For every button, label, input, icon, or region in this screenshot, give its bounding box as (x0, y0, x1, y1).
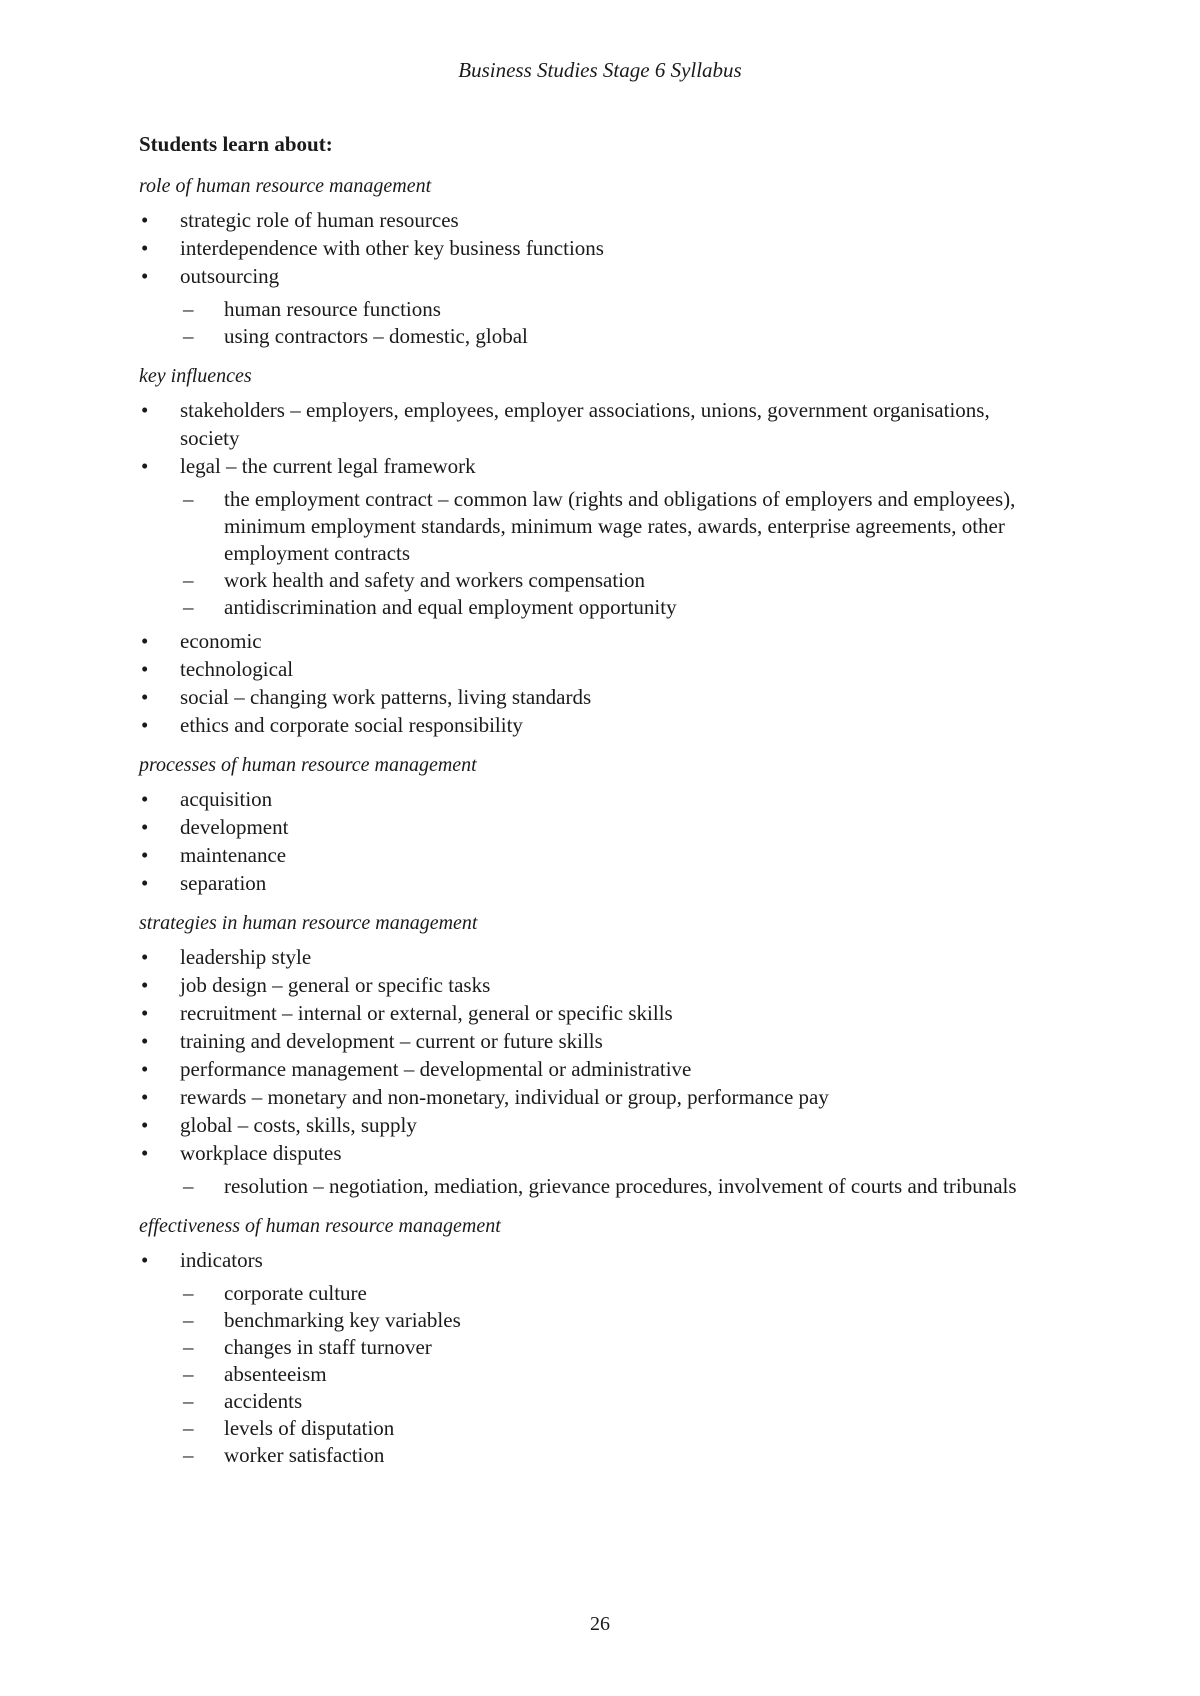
sub-item-text: worker satisfaction (224, 1443, 385, 1467)
sub-item (180, 1173, 1039, 1200)
dash-icon: – (183, 1362, 194, 1386)
sub-item (180, 1334, 1039, 1361)
dash-icon: – (183, 595, 194, 619)
bullet-item (139, 1055, 1039, 1083)
bullet-item (139, 1027, 1039, 1055)
bullet-icon: • (141, 843, 149, 867)
sub-item-text: human resource functions (224, 297, 441, 321)
sub-item (180, 486, 1039, 567)
bullet-text: leadership style (180, 945, 312, 969)
bullet-text: outsourcing (180, 264, 280, 288)
bullet-text: social – changing work patterns, living standards (180, 685, 592, 709)
sub-item (180, 594, 1039, 621)
dash-icon: – (183, 568, 194, 592)
bullet-icon: • (141, 815, 149, 839)
bullet-text: job design – general or specific tasks (180, 973, 491, 997)
sub-item-text: resolution – negotiation, mediation, grievance procedures, involvement of courts and tribunals (224, 1174, 1017, 1198)
bullet-text: global – costs, skills, supply (180, 1113, 417, 1137)
bullet-item (139, 655, 1039, 683)
bullet-text: maintenance (180, 843, 287, 867)
sub-item-text: levels of disputation (224, 1416, 395, 1440)
dash-icon: – (183, 1443, 194, 1467)
bullet-icon: • (141, 973, 149, 997)
section (139, 911, 1039, 1200)
bullet-item (139, 813, 1039, 841)
bullet-list (139, 785, 1039, 897)
bullet-item (139, 943, 1039, 971)
sub-item-text: benchmarking key variables (224, 1308, 461, 1332)
dash-icon: – (183, 1281, 194, 1305)
section-heading: key influences (139, 365, 252, 387)
bullet-icon: • (141, 685, 149, 709)
bullet-text: workplace disputes (180, 1141, 342, 1165)
section-heading: processes of human resource management (139, 754, 477, 776)
bullet-item (139, 711, 1039, 739)
bullet-item (139, 1111, 1039, 1139)
bullet-icon: • (141, 787, 149, 811)
sub-item-text: corporate culture (224, 1281, 367, 1305)
dash-icon: – (183, 487, 194, 511)
bullet-text: separation (180, 871, 267, 895)
sub-item (180, 1415, 1039, 1442)
section-heading: effectiveness of human resource management (139, 1215, 501, 1237)
sub-item (180, 323, 1039, 350)
bullet-icon: • (141, 629, 149, 653)
sub-item-text: changes in staff turnover (224, 1335, 432, 1359)
bullet-icon: • (141, 1029, 149, 1053)
dash-icon: – (183, 1335, 194, 1359)
bullet-item (139, 1083, 1039, 1111)
sub-item (180, 1307, 1039, 1334)
bullet-text: indicators (180, 1248, 263, 1272)
bullet-item (139, 971, 1039, 999)
sub-item-text: using contractors – domestic, global (224, 324, 528, 348)
bullet-icon: • (141, 1248, 149, 1272)
sub-item (180, 1442, 1039, 1469)
section (139, 364, 1039, 739)
sub-list (180, 1173, 1039, 1200)
bullet-text: legal – the current legal framework (180, 454, 476, 478)
intro-heading: Students learn about: (139, 132, 333, 156)
bullet-icon: • (141, 1001, 149, 1025)
bullet-item (139, 999, 1039, 1027)
section (139, 174, 1039, 350)
sub-item (180, 1361, 1039, 1388)
sections-container (139, 174, 1039, 1469)
dash-icon: – (183, 324, 194, 348)
bullet-list (139, 943, 1039, 1200)
bullet-item (139, 234, 1039, 262)
bullet-item (139, 683, 1039, 711)
bullet-icon: • (141, 398, 149, 422)
dash-icon: – (183, 297, 194, 321)
bullet-item (139, 841, 1039, 869)
bullet-text: acquisition (180, 787, 273, 811)
bullet-item (139, 452, 1039, 621)
bullet-icon: • (141, 1113, 149, 1137)
section-heading: role of human resource management (139, 175, 432, 197)
bullet-item (139, 869, 1039, 897)
bullet-item (139, 1246, 1039, 1469)
sub-item-text: work health and safety and workers compensation (224, 568, 646, 592)
bullet-text: ethics and corporate social responsibility (180, 713, 523, 737)
bullet-text: development (180, 815, 289, 839)
sub-item-text: antidiscrimination and equal employment opportunity (224, 595, 677, 619)
sub-item-text: accidents (224, 1389, 303, 1413)
bullet-list (139, 206, 1039, 350)
bullet-item (139, 396, 1039, 452)
bullet-icon: • (141, 454, 149, 478)
bullet-text: technological (180, 657, 294, 681)
bullet-icon: • (141, 1141, 149, 1165)
bullet-icon: • (141, 236, 149, 260)
dash-icon: – (183, 1174, 194, 1198)
bullet-text: strategic role of human resources (180, 208, 459, 232)
sub-list (180, 1280, 1039, 1469)
dash-icon: – (183, 1308, 194, 1332)
bullet-icon: • (141, 208, 149, 232)
bullet-item (139, 627, 1039, 655)
bullet-icon: • (141, 264, 149, 288)
section (139, 1214, 1039, 1469)
sub-item-text: absenteeism (224, 1362, 327, 1386)
sub-item-text: the employment contract – common law (rights and obligations of employers and employees), minimum employment standards, minimum wage rates, awards, enterprise agreements, other employment contracts (224, 487, 1016, 565)
dash-icon: – (183, 1389, 194, 1413)
bullet-text: stakeholders – employers, employees, employer associations, unions, government organisations, society (180, 398, 990, 450)
syllabus-content (139, 132, 1039, 1483)
sub-item (180, 567, 1039, 594)
sub-item (180, 296, 1039, 323)
bullet-text: training and development – current or future skills (180, 1029, 603, 1053)
bullet-text: recruitment – internal or external, general or specific skills (180, 1001, 673, 1025)
page-number: 26 (590, 1613, 610, 1635)
bullet-text: rewards – monetary and non-monetary, individual or group, performance pay (180, 1085, 829, 1109)
bullet-icon: • (141, 871, 149, 895)
running-header: Business Studies Stage 6 Syllabus (458, 58, 742, 82)
bullet-icon: • (141, 1057, 149, 1081)
bullet-icon: • (141, 1085, 149, 1109)
bullet-text: economic (180, 629, 262, 653)
bullet-icon: • (141, 945, 149, 969)
bullet-text: interdependence with other key business functions (180, 236, 604, 260)
bullet-item (139, 262, 1039, 350)
bullet-text: performance management – developmental or administrative (180, 1057, 692, 1081)
bullet-list (139, 1246, 1039, 1469)
dash-icon: – (183, 1416, 194, 1440)
bullet-icon: • (141, 657, 149, 681)
bullet-item (139, 206, 1039, 234)
bullet-item (139, 1139, 1039, 1200)
section-heading: strategies in human resource management (139, 912, 478, 934)
section (139, 753, 1039, 897)
bullet-item (139, 785, 1039, 813)
bullet-icon: • (141, 713, 149, 737)
bullet-list (139, 396, 1039, 739)
sub-item (180, 1280, 1039, 1307)
sub-item (180, 1388, 1039, 1415)
sub-list (180, 296, 1039, 350)
sub-list (180, 486, 1039, 621)
